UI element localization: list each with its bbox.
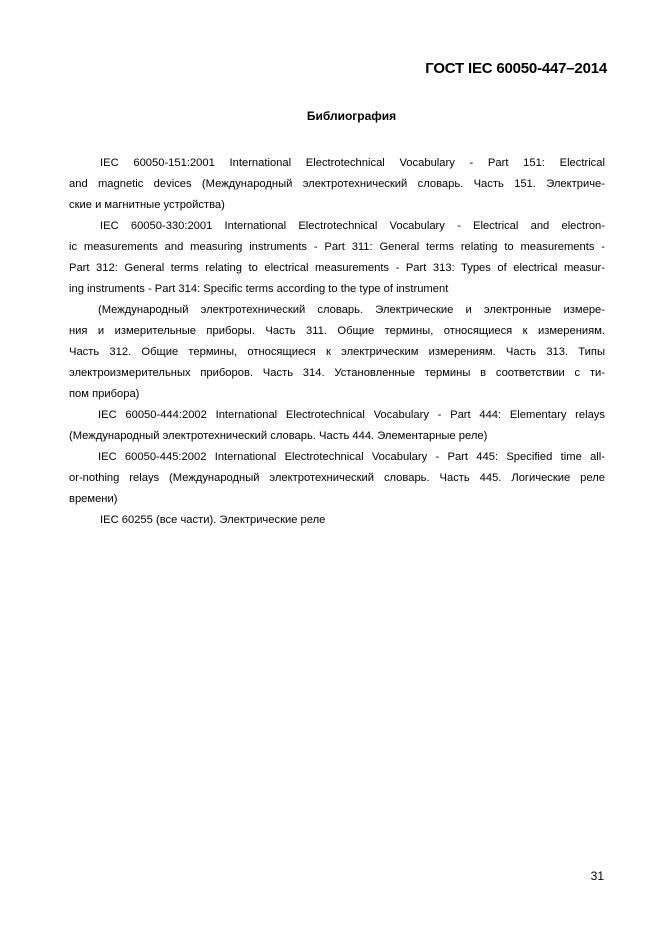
entry-line: пом прибора) bbox=[69, 388, 140, 400]
entry-line: or-nothing relays (Международный электротехнический словарь. Часть 445. Логические реле bbox=[69, 472, 605, 484]
bibliography-entry-iec-60050-151 bbox=[69, 153, 605, 216]
entry-line: электроизмерительных приборов. Часть 314. Установленные термины в соответствии с ти- bbox=[69, 367, 605, 379]
entry-line: Part 312: General terms relating to electrical measurements - Part 313: Types of electrical measur- bbox=[69, 262, 605, 274]
bibliography-entry-iec-60050-444 bbox=[69, 405, 605, 447]
page-number: 31 bbox=[590, 869, 604, 883]
entry-line: IEC 60050-444:2002 International Electrotechnical Vocabulary - Part 444: Elementary relays bbox=[98, 409, 605, 421]
bibliography-entry-iec-60255 bbox=[69, 510, 605, 531]
bibliography-entry-iec-60050-330 bbox=[69, 216, 605, 300]
entry-line: IEC 60050-330:2001 International Electrotechnical Vocabulary - Electrical and electron- bbox=[100, 220, 605, 232]
bibliography-entry-iec-60050-330-translation bbox=[69, 300, 605, 405]
entry-line: (Международный электротехнический словарь. Электрические и электронные измере- bbox=[98, 304, 605, 316]
entry-line: IEC 60050-445:2002 International Electrotechnical Vocabulary - Part 445: Specified time all- bbox=[98, 451, 605, 463]
entry-line: and magnetic devices (Международный электротехнический словарь. Часть 151. Электриче- bbox=[69, 178, 605, 190]
entry-line: IEC 60050-151:2001 International Electrotechnical Vocabulary - Part 151: Electrical bbox=[100, 157, 605, 169]
entry-line: (Международный электротехнический словарь. Часть 444. Элементарные реле) bbox=[69, 430, 488, 442]
entry-line: времени) bbox=[69, 493, 118, 505]
entry-line: ic measurements and measuring instruments - Part 311: General terms relating to measurements - bbox=[69, 241, 605, 253]
bibliography-entry-iec-60050-445 bbox=[69, 447, 605, 510]
entry-line: ские и магнитные устройства) bbox=[69, 199, 225, 211]
entry-line: ing instruments - Part 314: Specific terms according to the type of instrument bbox=[69, 283, 449, 295]
document-code-header: ГОСТ IEC 60050-447–2014 bbox=[425, 60, 607, 77]
bibliography-list bbox=[69, 153, 605, 531]
entry-line: ния и измерительные приборы. Часть 311. Общие термины, относящиеся к измерениям. bbox=[69, 325, 605, 337]
entry-line: IEC 60255 (все части). Электрические реле bbox=[100, 514, 326, 526]
bibliography-title: Библиография bbox=[306, 109, 397, 123]
entry-line: Часть 312. Общие термины, относящиеся к электрическим измерениям. Часть 313. Типы bbox=[69, 346, 605, 358]
